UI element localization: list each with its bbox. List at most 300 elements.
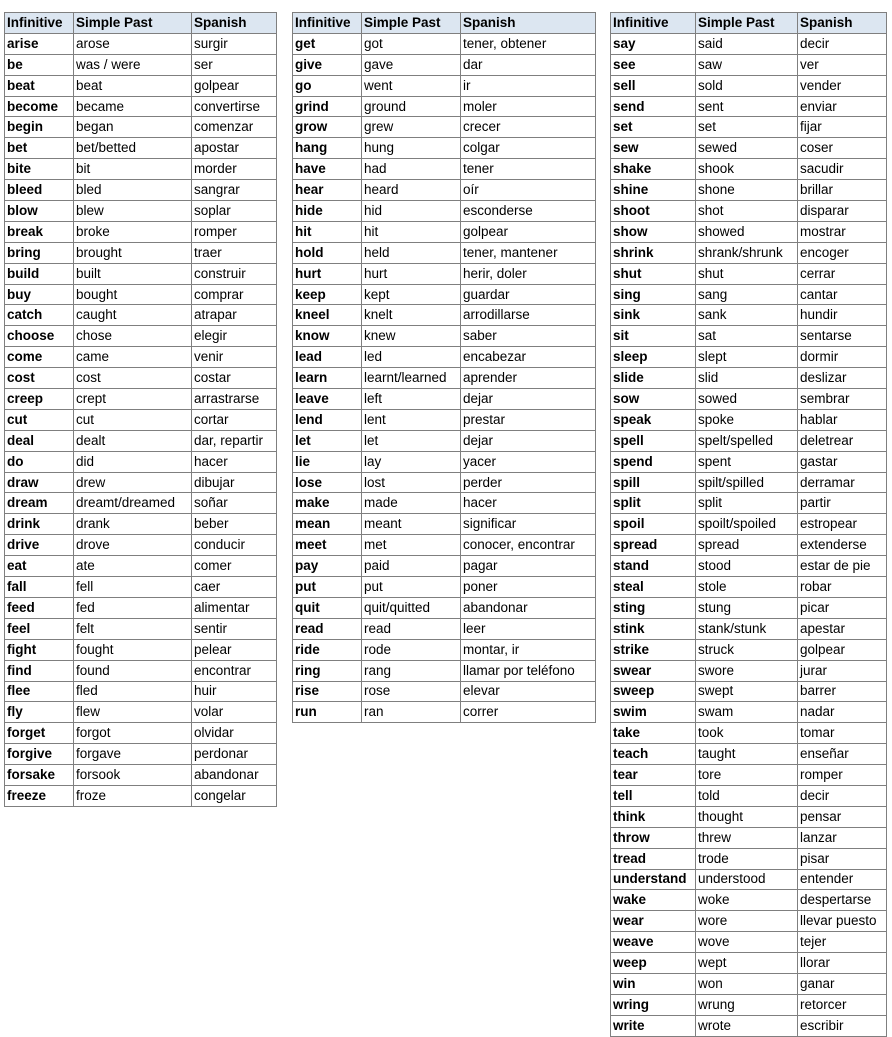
spanish-cell: beber <box>192 514 277 535</box>
spanish-cell: cortar <box>192 409 277 430</box>
table-row <box>293 368 596 389</box>
table-row <box>293 305 596 326</box>
spanish-cell: hablar <box>798 409 887 430</box>
simple-past-cell: spread <box>696 535 798 556</box>
simple-past-cell: dealt <box>74 430 192 451</box>
spanish-cell: moler <box>461 96 596 117</box>
table-row <box>293 451 596 472</box>
infinitive-cell: become <box>5 96 74 117</box>
simple-past-cell: wove <box>696 932 798 953</box>
simple-past-cell: shot <box>696 201 798 222</box>
infinitive-cell: lie <box>293 451 362 472</box>
table-row <box>5 180 277 201</box>
header-spanish: Spanish <box>192 13 277 34</box>
header-infinitive: Infinitive <box>611 13 696 34</box>
simple-past-cell: arose <box>74 33 192 54</box>
table-row <box>293 618 596 639</box>
table-row <box>5 347 277 368</box>
table-row <box>611 911 887 932</box>
infinitive-cell: think <box>611 806 696 827</box>
infinitive-cell: forsake <box>5 765 74 786</box>
simple-past-cell: lost <box>362 472 461 493</box>
table-row <box>611 973 887 994</box>
infinitive-cell: grind <box>293 96 362 117</box>
spanish-cell: perder <box>461 472 596 493</box>
spanish-cell: dibujar <box>192 472 277 493</box>
simple-past-cell: stole <box>696 577 798 598</box>
spanish-cell: hacer <box>192 451 277 472</box>
header-row <box>293 13 596 34</box>
spanish-cell: estar de pie <box>798 556 887 577</box>
infinitive-cell: draw <box>5 472 74 493</box>
simple-past-cell: lay <box>362 451 461 472</box>
infinitive-cell: spell <box>611 430 696 451</box>
spanish-cell: mostrar <box>798 221 887 242</box>
simple-past-cell: stood <box>696 556 798 577</box>
table-row <box>5 639 277 660</box>
header-spanish: Spanish <box>798 13 887 34</box>
spanish-cell: dar <box>461 54 596 75</box>
simple-past-cell: broke <box>74 221 192 242</box>
simple-past-cell: gave <box>362 54 461 75</box>
spanish-cell: llorar <box>798 953 887 974</box>
table-row <box>293 263 596 284</box>
infinitive-cell: spend <box>611 451 696 472</box>
spanish-cell: olvidar <box>192 723 277 744</box>
infinitive-cell: hear <box>293 180 362 201</box>
spanish-cell: morder <box>192 159 277 180</box>
table-row <box>293 347 596 368</box>
table-row <box>293 54 596 75</box>
infinitive-cell: cost <box>5 368 74 389</box>
table-row <box>611 1015 887 1036</box>
spanish-cell: dormir <box>798 347 887 368</box>
infinitive-cell: build <box>5 263 74 284</box>
infinitive-cell: tear <box>611 765 696 786</box>
spanish-cell: dejar <box>461 430 596 451</box>
verb-table-2 <box>292 12 596 723</box>
spanish-cell: brillar <box>798 180 887 201</box>
infinitive-cell: spoil <box>611 514 696 535</box>
simple-past-cell: meant <box>362 514 461 535</box>
table-row <box>611 514 887 535</box>
spanish-cell: gastar <box>798 451 887 472</box>
table-row <box>5 96 277 117</box>
spanish-cell: dejar <box>461 389 596 410</box>
infinitive-cell: fly <box>5 702 74 723</box>
simple-past-cell: fed <box>74 597 192 618</box>
infinitive-cell: catch <box>5 305 74 326</box>
infinitive-cell: sew <box>611 138 696 159</box>
table-row <box>293 33 596 54</box>
simple-past-cell: put <box>362 577 461 598</box>
simple-past-cell: caught <box>74 305 192 326</box>
simple-past-cell: won <box>696 973 798 994</box>
verb-table-3 <box>610 12 887 1037</box>
spanish-cell: conducir <box>192 535 277 556</box>
infinitive-cell: grow <box>293 117 362 138</box>
infinitive-cell: let <box>293 430 362 451</box>
spanish-cell: abandonar <box>461 597 596 618</box>
simple-past-cell: hurt <box>362 263 461 284</box>
header-row <box>5 13 277 34</box>
infinitive-cell: fall <box>5 577 74 598</box>
spanish-cell: poner <box>461 577 596 598</box>
infinitive-cell: stink <box>611 618 696 639</box>
simple-past-cell: saw <box>696 54 798 75</box>
table-row <box>611 597 887 618</box>
spanish-cell: deslizar <box>798 368 887 389</box>
simple-past-cell: said <box>696 33 798 54</box>
simple-past-cell: held <box>362 242 461 263</box>
simple-past-cell: ran <box>362 702 461 723</box>
table-row <box>5 451 277 472</box>
table-row <box>5 54 277 75</box>
simple-past-cell: paid <box>362 556 461 577</box>
table-row <box>611 159 887 180</box>
simple-past-cell: grew <box>362 117 461 138</box>
table-row <box>611 785 887 806</box>
infinitive-cell: feel <box>5 618 74 639</box>
simple-past-cell: trode <box>696 848 798 869</box>
infinitive-cell: go <box>293 75 362 96</box>
simple-past-cell: slid <box>696 368 798 389</box>
table-row <box>293 430 596 451</box>
spanish-cell: saber <box>461 326 596 347</box>
simple-past-cell: bit <box>74 159 192 180</box>
spanish-cell: deletrear <box>798 430 887 451</box>
spanish-cell: entender <box>798 869 887 890</box>
spanish-cell: convertirse <box>192 96 277 117</box>
infinitive-cell: put <box>293 577 362 598</box>
table-row <box>611 702 887 723</box>
infinitive-cell: creep <box>5 389 74 410</box>
simple-past-cell: slept <box>696 347 798 368</box>
spanish-cell: vender <box>798 75 887 96</box>
spanish-cell: construir <box>192 263 277 284</box>
simple-past-cell: beat <box>74 75 192 96</box>
header-simple-past: Simple Past <box>362 13 461 34</box>
infinitive-cell: write <box>611 1015 696 1036</box>
simple-past-cell: chose <box>74 326 192 347</box>
header-infinitive: Infinitive <box>5 13 74 34</box>
table-row <box>611 305 887 326</box>
table-row <box>5 660 277 681</box>
simple-past-cell: stank/stunk <box>696 618 798 639</box>
table-row <box>5 702 277 723</box>
spanish-cell: llamar por teléfono <box>461 660 596 681</box>
infinitive-cell: ride <box>293 639 362 660</box>
spanish-cell: sembrar <box>798 389 887 410</box>
table-row <box>5 409 277 430</box>
table-row <box>611 577 887 598</box>
table-row <box>611 556 887 577</box>
table-row <box>5 681 277 702</box>
spanish-cell: disparar <box>798 201 887 222</box>
simple-past-cell: began <box>74 117 192 138</box>
table-row <box>5 597 277 618</box>
table-row <box>5 765 277 786</box>
table-row <box>5 117 277 138</box>
infinitive-cell: know <box>293 326 362 347</box>
spanish-cell: sentir <box>192 618 277 639</box>
simple-past-cell: cut <box>74 409 192 430</box>
table-row <box>5 493 277 514</box>
spanish-cell: apestar <box>798 618 887 639</box>
simple-past-cell: fought <box>74 639 192 660</box>
simple-past-cell: told <box>696 785 798 806</box>
simple-past-cell: rode <box>362 639 461 660</box>
spanish-cell: coser <box>798 138 887 159</box>
infinitive-cell: keep <box>293 284 362 305</box>
infinitive-cell: strike <box>611 639 696 660</box>
simple-past-cell: threw <box>696 827 798 848</box>
spanish-cell: jurar <box>798 660 887 681</box>
table-row <box>611 138 887 159</box>
spanish-cell: atrapar <box>192 305 277 326</box>
infinitive-cell: bleed <box>5 180 74 201</box>
infinitive-cell: freeze <box>5 785 74 806</box>
infinitive-cell: bite <box>5 159 74 180</box>
simple-past-cell: bled <box>74 180 192 201</box>
spanish-cell: retorcer <box>798 994 887 1015</box>
simple-past-cell: drew <box>74 472 192 493</box>
infinitive-cell: weep <box>611 953 696 974</box>
simple-past-cell: went <box>362 75 461 96</box>
table-row <box>611 744 887 765</box>
table-row <box>611 869 887 890</box>
infinitive-cell: arise <box>5 33 74 54</box>
infinitive-cell: shine <box>611 180 696 201</box>
spanish-cell: yacer <box>461 451 596 472</box>
spanish-cell: comprar <box>192 284 277 305</box>
infinitive-cell: give <box>293 54 362 75</box>
simple-past-cell: woke <box>696 890 798 911</box>
infinitive-cell: beat <box>5 75 74 96</box>
simple-past-cell: let <box>362 430 461 451</box>
infinitive-cell: weave <box>611 932 696 953</box>
table-row <box>293 556 596 577</box>
table-row <box>611 263 887 284</box>
simple-past-cell: made <box>362 493 461 514</box>
simple-past-cell: spoilt/spoiled <box>696 514 798 535</box>
simple-past-cell: swam <box>696 702 798 723</box>
infinitive-cell: shoot <box>611 201 696 222</box>
simple-past-cell: knew <box>362 326 461 347</box>
simple-past-cell: left <box>362 389 461 410</box>
table-row <box>5 201 277 222</box>
spanish-cell: estropear <box>798 514 887 535</box>
table-row <box>293 660 596 681</box>
infinitive-cell: wear <box>611 911 696 932</box>
table-row <box>611 723 887 744</box>
simple-past-cell: found <box>74 660 192 681</box>
infinitive-cell: wake <box>611 890 696 911</box>
infinitive-cell: be <box>5 54 74 75</box>
infinitive-cell: do <box>5 451 74 472</box>
spanish-cell: encoger <box>798 242 887 263</box>
infinitive-cell: slide <box>611 368 696 389</box>
table-row <box>611 96 887 117</box>
simple-past-cell: shone <box>696 180 798 201</box>
spanish-cell: tejer <box>798 932 887 953</box>
table-row <box>293 639 596 660</box>
table-row <box>611 347 887 368</box>
simple-past-cell: felt <box>74 618 192 639</box>
spanish-cell: crecer <box>461 117 596 138</box>
infinitive-cell: come <box>5 347 74 368</box>
spanish-cell: arrodillarse <box>461 305 596 326</box>
spanish-cell: partir <box>798 493 887 514</box>
simple-past-cell: hung <box>362 138 461 159</box>
spanish-cell: dar, repartir <box>192 430 277 451</box>
table-row <box>5 514 277 535</box>
infinitive-cell: dream <box>5 493 74 514</box>
table-row <box>611 994 887 1015</box>
simple-past-cell: learnt/learned <box>362 368 461 389</box>
infinitive-cell: hurt <box>293 263 362 284</box>
spanish-cell: golpear <box>798 639 887 660</box>
spanish-cell: romper <box>798 765 887 786</box>
simple-past-cell: shrank/shrunk <box>696 242 798 263</box>
table-row <box>293 514 596 535</box>
table-row <box>611 75 887 96</box>
table-row <box>5 785 277 806</box>
table-row <box>293 159 596 180</box>
simple-past-cell: set <box>696 117 798 138</box>
verb-table-1 <box>4 12 277 807</box>
table-row <box>5 75 277 96</box>
simple-past-cell: flew <box>74 702 192 723</box>
simple-past-cell: dreamt/dreamed <box>74 493 192 514</box>
spanish-cell: herir, doler <box>461 263 596 284</box>
simple-past-cell: wrung <box>696 994 798 1015</box>
spanish-cell: esconderse <box>461 201 596 222</box>
table-row <box>293 409 596 430</box>
infinitive-cell: see <box>611 54 696 75</box>
infinitive-cell: sink <box>611 305 696 326</box>
spanish-cell: congelar <box>192 785 277 806</box>
infinitive-cell: set <box>611 117 696 138</box>
simple-past-cell: struck <box>696 639 798 660</box>
spanish-cell: encabezar <box>461 347 596 368</box>
simple-past-cell: blew <box>74 201 192 222</box>
simple-past-cell: knelt <box>362 305 461 326</box>
infinitive-cell: sweep <box>611 681 696 702</box>
simple-past-cell: ate <box>74 556 192 577</box>
infinitive-cell: have <box>293 159 362 180</box>
spanish-cell: perdonar <box>192 744 277 765</box>
infinitive-cell: sting <box>611 597 696 618</box>
table-row <box>293 242 596 263</box>
table-row <box>293 221 596 242</box>
simple-past-cell: stung <box>696 597 798 618</box>
table-row <box>293 117 596 138</box>
spanish-cell: tener, obtener <box>461 33 596 54</box>
simple-past-cell: sent <box>696 96 798 117</box>
infinitive-cell: send <box>611 96 696 117</box>
simple-past-cell: forgot <box>74 723 192 744</box>
table-row <box>293 472 596 493</box>
table-row <box>611 117 887 138</box>
table-row <box>611 33 887 54</box>
header-simple-past: Simple Past <box>74 13 192 34</box>
spanish-cell: robar <box>798 577 887 598</box>
infinitive-cell: pay <box>293 556 362 577</box>
table-row <box>611 54 887 75</box>
simple-past-cell: bought <box>74 284 192 305</box>
simple-past-cell: fell <box>74 577 192 598</box>
table-row <box>611 180 887 201</box>
infinitive-cell: stand <box>611 556 696 577</box>
spanish-cell: volar <box>192 702 277 723</box>
infinitive-cell: make <box>293 493 362 514</box>
spanish-cell: enseñar <box>798 744 887 765</box>
spanish-cell: surgir <box>192 33 277 54</box>
simple-past-cell: hid <box>362 201 461 222</box>
infinitive-cell: split <box>611 493 696 514</box>
table-row <box>293 681 596 702</box>
table-row <box>5 577 277 598</box>
spanish-cell: cantar <box>798 284 887 305</box>
table-row <box>5 535 277 556</box>
spanish-cell: soplar <box>192 201 277 222</box>
table-row <box>293 75 596 96</box>
infinitive-cell: feed <box>5 597 74 618</box>
infinitive-cell: spill <box>611 472 696 493</box>
simple-past-cell: sold <box>696 75 798 96</box>
spanish-cell: sangrar <box>192 180 277 201</box>
infinitive-cell: shake <box>611 159 696 180</box>
simple-past-cell: wept <box>696 953 798 974</box>
table-row <box>5 305 277 326</box>
spanish-cell: colgar <box>461 138 596 159</box>
spanish-cell: correr <box>461 702 596 723</box>
infinitive-cell: ring <box>293 660 362 681</box>
infinitive-cell: forgive <box>5 744 74 765</box>
infinitive-cell: buy <box>5 284 74 305</box>
infinitive-cell: drink <box>5 514 74 535</box>
simple-past-cell: taught <box>696 744 798 765</box>
simple-past-cell: wore <box>696 911 798 932</box>
infinitive-cell: sell <box>611 75 696 96</box>
spanish-cell: tomar <box>798 723 887 744</box>
infinitive-cell: wring <box>611 994 696 1015</box>
infinitive-cell: throw <box>611 827 696 848</box>
spanish-cell: sacudir <box>798 159 887 180</box>
spanish-cell: nadar <box>798 702 887 723</box>
simple-past-cell: ground <box>362 96 461 117</box>
table-row <box>5 138 277 159</box>
simple-past-cell: spoke <box>696 409 798 430</box>
table-row <box>611 535 887 556</box>
infinitive-cell: bring <box>5 242 74 263</box>
spanish-cell: conocer, encontrar <box>461 535 596 556</box>
table-row <box>611 953 887 974</box>
simple-past-cell: understood <box>696 869 798 890</box>
infinitive-cell: lend <box>293 409 362 430</box>
infinitive-cell: lead <box>293 347 362 368</box>
table-row <box>5 284 277 305</box>
infinitive-cell: break <box>5 221 74 242</box>
infinitive-cell: blow <box>5 201 74 222</box>
infinitive-cell: hit <box>293 221 362 242</box>
spanish-cell: hacer <box>461 493 596 514</box>
table-row <box>611 639 887 660</box>
infinitive-cell: steal <box>611 577 696 598</box>
table-row <box>5 242 277 263</box>
spanish-cell: enviar <box>798 96 887 117</box>
